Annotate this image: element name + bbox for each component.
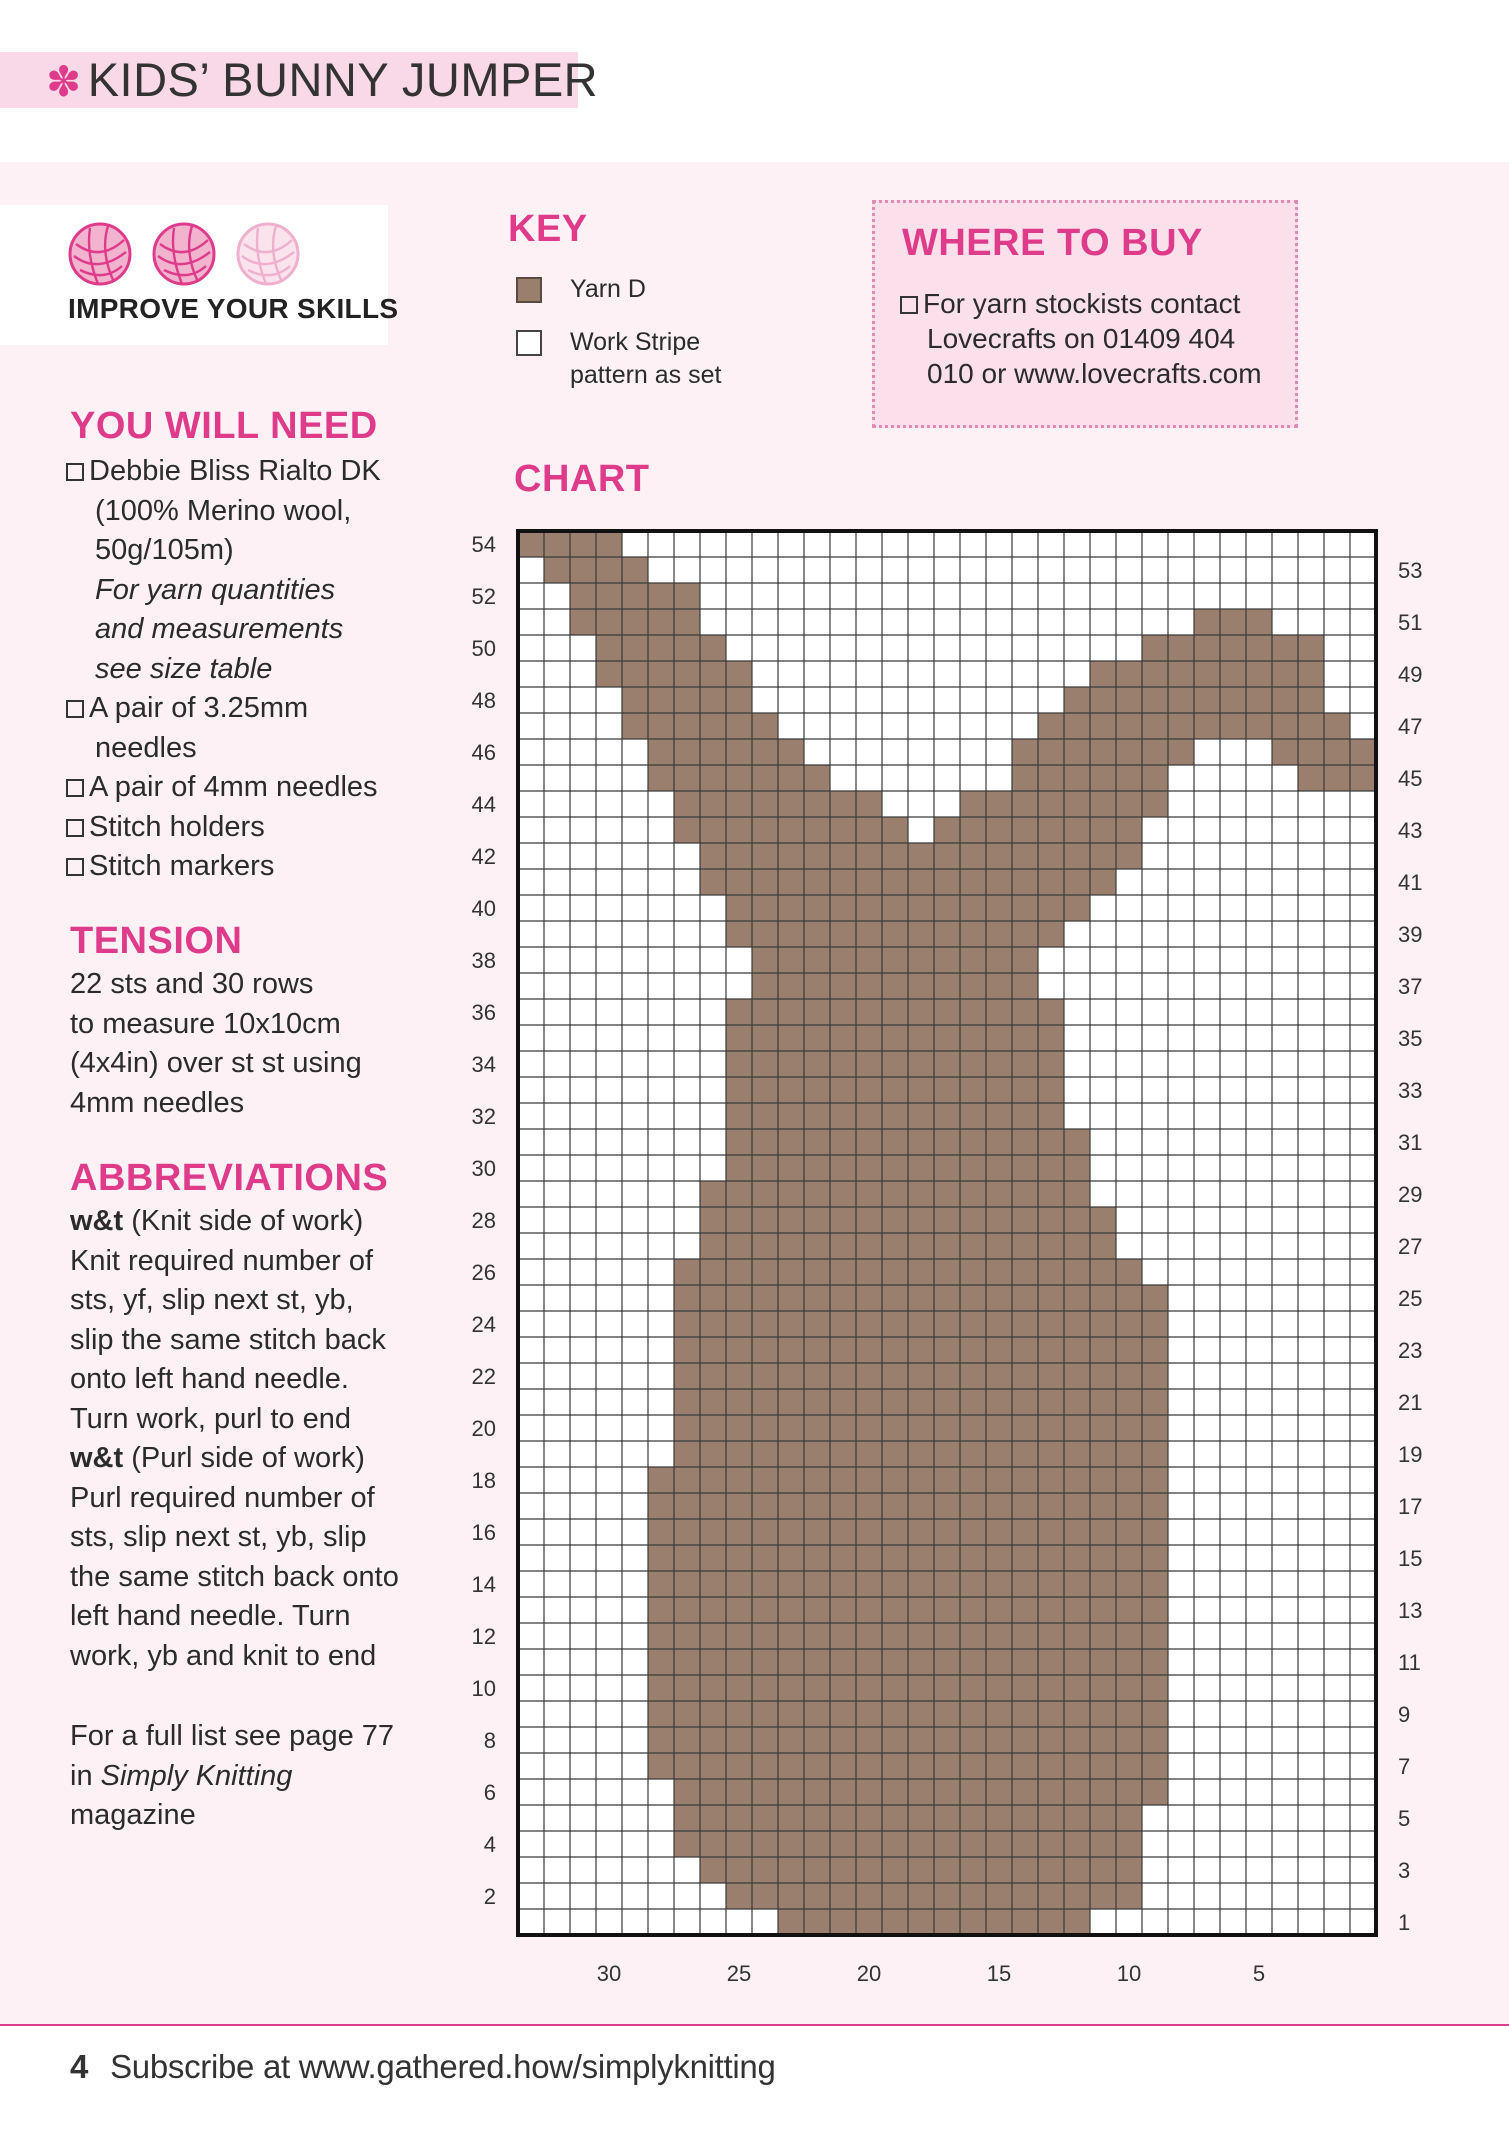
row-label-right: 31 bbox=[1398, 1130, 1423, 1155]
row-label-left: 50 bbox=[471, 636, 496, 661]
chart-fill-run bbox=[726, 1051, 1064, 1077]
row-label-left: 34 bbox=[471, 1052, 496, 1077]
row-label-left: 20 bbox=[471, 1416, 496, 1441]
abbreviation-line: the same stitch back onto bbox=[70, 1560, 399, 1593]
page-title: ✽ KIDS’ BUNNY JUMPER bbox=[46, 53, 599, 106]
row-label-left: 18 bbox=[471, 1468, 496, 1493]
chart-fill-run bbox=[1142, 635, 1324, 661]
chart-fill-run bbox=[1194, 609, 1272, 635]
tension-line: 4mm needles bbox=[70, 1086, 245, 1119]
chart-fill-run bbox=[752, 973, 1038, 999]
materials-line: For yarn quantities bbox=[95, 573, 336, 606]
materials-line: Debbie Bliss Rialto DK bbox=[66, 452, 396, 492]
row-label-left: 38 bbox=[471, 948, 496, 973]
row-label-left: 30 bbox=[471, 1156, 496, 1181]
row-label-right: 23 bbox=[1398, 1338, 1423, 1363]
chart-fill-run bbox=[570, 609, 700, 635]
row-label-left: 6 bbox=[483, 1780, 496, 1805]
abbreviation-line: Purl required number of bbox=[70, 1481, 375, 1514]
materials-line: Stitch markers bbox=[66, 847, 396, 887]
row-label-left: 4 bbox=[483, 1832, 496, 1857]
column-label: 10 bbox=[1116, 1961, 1142, 1986]
column-label: 15 bbox=[986, 1961, 1012, 1986]
abbreviation-line: onto left hand needle. bbox=[70, 1363, 349, 1395]
footer bbox=[70, 2048, 776, 2086]
chart-fill-run bbox=[648, 765, 830, 791]
row-label-left: 44 bbox=[471, 792, 496, 817]
chart-fill-run bbox=[726, 921, 1064, 947]
key-label-stripe-1: Work Stripe bbox=[570, 328, 701, 356]
row-label-left: 48 bbox=[471, 688, 496, 713]
materials-line: Stitch holders bbox=[66, 808, 396, 848]
where-to-buy-heading: WHERE TO BUY bbox=[902, 222, 1203, 264]
row-label-right: 45 bbox=[1398, 766, 1423, 791]
row-label-left: 14 bbox=[471, 1572, 496, 1597]
row-label-left: 52 bbox=[471, 584, 496, 609]
chart-fill-run bbox=[674, 1441, 1168, 1467]
row-label-right: 27 bbox=[1398, 1234, 1423, 1259]
abbreviation-line: work, yb and knit to end bbox=[70, 1639, 377, 1672]
full-list-note: For a full list see page 77 in Simply Knitting magazine bbox=[70, 1720, 395, 1831]
chart-fill-run bbox=[726, 999, 1064, 1025]
you-will-need-heading: YOU WILL NEED bbox=[70, 405, 378, 447]
row-label-right: 1 bbox=[1398, 1910, 1411, 1935]
row-label-right: 51 bbox=[1398, 610, 1423, 635]
column-label: 30 bbox=[596, 1961, 622, 1986]
row-label-right: 15 bbox=[1398, 1546, 1423, 1571]
materials-line: (100% Merino wool, bbox=[95, 494, 352, 527]
abbreviation-line: left hand needle. Turn bbox=[70, 1600, 351, 1632]
chart-fill-run bbox=[674, 1311, 1168, 1337]
chart-fill-run bbox=[700, 843, 1142, 869]
materials-line: needles bbox=[95, 731, 197, 764]
where-to-buy-text: For yarn stockists contact Lovecrafts on 01409 404 010 or www.lovecrafts.com bbox=[900, 286, 1262, 391]
row-label-left: 8 bbox=[483, 1728, 496, 1753]
skills-label: IMPROVE YOUR SKILLS bbox=[68, 293, 399, 324]
row-label-right: 41 bbox=[1398, 870, 1423, 895]
row-label-left: 2 bbox=[483, 1884, 496, 1909]
abbreviation-line: slip the same stitch back bbox=[70, 1323, 386, 1356]
column-label: 20 bbox=[856, 1961, 882, 1986]
row-label-left: 46 bbox=[471, 740, 496, 765]
row-label-right: 11 bbox=[1398, 1650, 1421, 1675]
footer-text: Subscribe at www.gathered.how/simplyknitting bbox=[110, 2048, 776, 2085]
row-label-right: 3 bbox=[1398, 1858, 1411, 1883]
abbreviation-line: sts, yf, slip next st, yb, bbox=[70, 1284, 354, 1316]
row-label-left: 42 bbox=[471, 844, 496, 869]
row-label-left: 40 bbox=[471, 896, 496, 921]
chart-fill-run bbox=[674, 817, 908, 843]
row-label-right: 49 bbox=[1398, 662, 1423, 687]
materials-line: and measurements bbox=[95, 613, 344, 645]
row-label-left: 32 bbox=[471, 1104, 496, 1129]
row-label-right: 19 bbox=[1398, 1442, 1423, 1467]
row-label-right: 5 bbox=[1398, 1806, 1411, 1831]
column-label: 25 bbox=[726, 1961, 752, 1986]
tension-line: 22 sts and 30 rows bbox=[70, 968, 314, 1000]
row-label-right: 37 bbox=[1398, 974, 1423, 999]
chart-fill-run bbox=[622, 687, 752, 713]
row-label-left: 12 bbox=[471, 1624, 496, 1649]
key-label-yarn-d: Yarn D bbox=[570, 275, 646, 303]
row-label-right: 21 bbox=[1398, 1390, 1423, 1415]
chart-fill-run bbox=[726, 1025, 1064, 1051]
abbreviation-line: w&t (Purl side of work) bbox=[70, 1442, 365, 1474]
row-label-left: 16 bbox=[471, 1520, 496, 1545]
row-label-right: 25 bbox=[1398, 1286, 1423, 1311]
chart-fill-run bbox=[1298, 765, 1376, 791]
chart-fill-run bbox=[674, 1285, 1168, 1311]
row-label-right: 33 bbox=[1398, 1078, 1423, 1103]
abbreviations-heading: ABBREVIATIONS bbox=[70, 1157, 389, 1199]
tension-heading: TENSION bbox=[70, 920, 243, 962]
materials-line: 50g/105m) bbox=[95, 534, 234, 566]
abbreviation-line: sts, slip next st, yb, slip bbox=[70, 1521, 367, 1553]
footer-divider bbox=[0, 2024, 1509, 2026]
flower-icon: ✽ bbox=[46, 58, 82, 105]
tension-line: (4x4in) over st st using bbox=[70, 1047, 362, 1079]
page-number: 4 bbox=[70, 2048, 89, 2085]
chart-fill-run bbox=[700, 1857, 1142, 1883]
column-label: 5 bbox=[1252, 1961, 1266, 1986]
chart-heading: CHART bbox=[514, 458, 650, 500]
row-label-right: 9 bbox=[1398, 1702, 1411, 1727]
row-label-right: 35 bbox=[1398, 1026, 1423, 1051]
row-label-right: 43 bbox=[1398, 818, 1423, 843]
chart-fill-run bbox=[726, 1077, 1064, 1103]
row-label-left: 10 bbox=[471, 1676, 496, 1701]
row-label-right: 47 bbox=[1398, 714, 1423, 739]
chart-fill-run bbox=[674, 1415, 1168, 1441]
chart-fill-run bbox=[596, 635, 726, 661]
row-label-right: 17 bbox=[1398, 1494, 1423, 1519]
materials-line: see size table bbox=[95, 652, 273, 685]
chart-fill-run bbox=[674, 1363, 1168, 1389]
chart-fill-run bbox=[674, 1779, 1168, 1805]
key-label-stripe-2: pattern as set bbox=[570, 361, 722, 389]
row-label-right: 29 bbox=[1398, 1182, 1423, 1207]
row-label-right: 53 bbox=[1398, 558, 1423, 583]
chart-fill-run bbox=[726, 1103, 1064, 1129]
key-heading: KEY bbox=[508, 208, 588, 250]
chart-fill-run bbox=[674, 1337, 1168, 1363]
chart-fill-run bbox=[752, 947, 1038, 973]
row-label-left: 22 bbox=[471, 1364, 496, 1389]
chart-fill-run bbox=[674, 1389, 1168, 1415]
chart-fill-run bbox=[700, 1181, 1090, 1207]
abbreviation-line: Knit required number of bbox=[70, 1244, 374, 1277]
abbreviation-line: w&t (Knit side of work) bbox=[70, 1205, 364, 1237]
chart-fill-run bbox=[1012, 739, 1194, 765]
row-label-right: 39 bbox=[1398, 922, 1423, 947]
row-label-right: 13 bbox=[1398, 1598, 1423, 1623]
row-label-right: 7 bbox=[1398, 1754, 1411, 1779]
chart-fill-run bbox=[1090, 661, 1324, 687]
row-label-left: 24 bbox=[471, 1312, 496, 1337]
materials-line: A pair of 4mm needles bbox=[66, 768, 396, 808]
tension-line: to measure 10x10cm bbox=[70, 1007, 341, 1040]
materials-line: A pair of 3.25mm bbox=[66, 689, 396, 729]
chart-fill-run bbox=[570, 583, 700, 609]
abbreviation-line: Turn work, purl to end bbox=[70, 1402, 351, 1435]
row-label-left: 28 bbox=[471, 1208, 496, 1233]
row-label-left: 36 bbox=[471, 1000, 496, 1025]
row-label-left: 26 bbox=[471, 1260, 496, 1285]
row-label-left: 54 bbox=[471, 532, 496, 557]
